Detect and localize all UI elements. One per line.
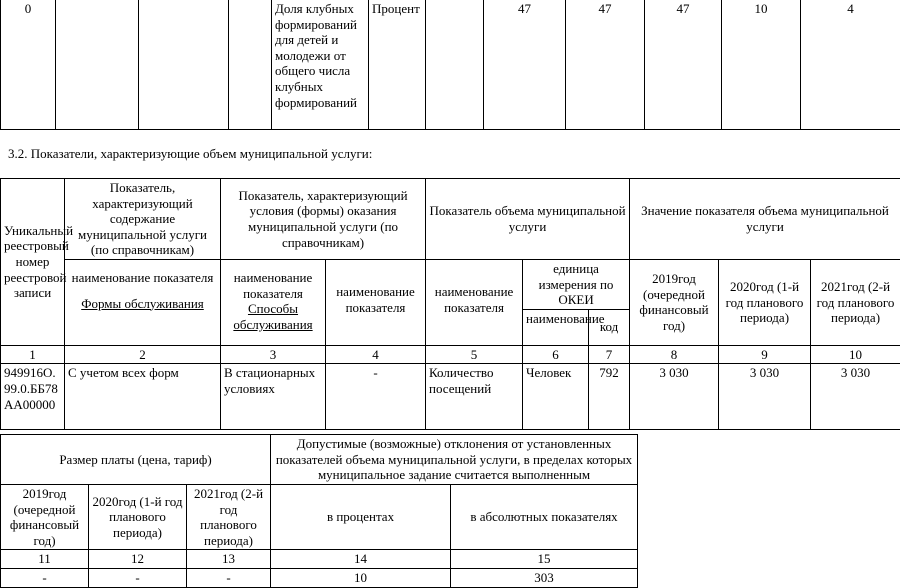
volume-name-cell: Количество посещений [426, 364, 523, 430]
header-forms-label: Формы обслуживания [68, 296, 217, 312]
value-2020-cell: 3 030 [719, 364, 811, 430]
column-number: 3 [221, 345, 326, 364]
value-2019-cell: 3 030 [630, 364, 719, 430]
header-fee-2019: 2019год (очередной финансовый год) [1, 485, 89, 550]
value-cell: 47 [645, 0, 722, 130]
content-cell: С учетом всех форм [65, 364, 221, 430]
column-number: 11 [1, 550, 89, 569]
header-fee: Размер платы (цена, тариф) [1, 435, 271, 485]
header-unit-code: код [589, 309, 630, 345]
table-row [1, 364, 900, 430]
section-caption: 3.2. Показатели, характеризующие объем муниципальной услуги: [8, 146, 372, 162]
header-unit-name: наименование [523, 309, 589, 345]
column-number: 5 [426, 345, 523, 364]
header-conditions-indicator: Показатель, характеризующий условия (формы) оказания муниципальной услуги (по справочникам) [221, 179, 426, 260]
header-content-indicator: Показатель, характеризующий содержание муниципальной услуги (по справочникам) [65, 179, 221, 260]
header-name-label: наименование показателя [224, 270, 322, 301]
value-cell: 10 [722, 0, 801, 130]
header-fee-2020: 2020год (1-й год планового периода) [89, 485, 187, 550]
column-number-row [1, 550, 638, 569]
empty-cell [426, 0, 484, 130]
indicator-name-cell: Доля клубных формирований для детей и молодежи от общего числа клубных формирований [272, 0, 369, 130]
empty-cell [229, 0, 272, 130]
column-number: 13 [187, 550, 271, 569]
empty-cell [139, 0, 229, 130]
header-volume-value: Значение показателя объема муниципальной услуги [630, 179, 900, 260]
column-number: 12 [89, 550, 187, 569]
value-cell: 4 [801, 0, 900, 130]
column-number: 15 [451, 550, 638, 569]
row-number-cell: 0 [1, 0, 56, 130]
conditions-cell-2: - [326, 364, 426, 430]
header-content-name [65, 259, 221, 345]
fee-2020-cell: - [89, 568, 187, 587]
header-name-label: наименование показателя [68, 270, 217, 286]
value-2021-cell: 3 030 [811, 364, 900, 430]
percent-cell: 10 [271, 568, 451, 587]
header-row [1, 435, 638, 485]
conditions-cell: В стационарных условиях [221, 364, 326, 430]
header-fee-2021: 2021год (2-й год планового периода) [187, 485, 271, 550]
table-row [1, 0, 900, 130]
header-row [1, 485, 638, 550]
header-absolute: в абсолютных показателях [451, 485, 638, 550]
unit-name-cell: Человек [523, 364, 589, 430]
header-row [1, 179, 900, 260]
header-2021: 2021год (2-й год планового периода) [811, 259, 900, 345]
header-conditions-name-2: наименование показателя [326, 259, 426, 345]
header-2019: 2019год (очередной финансовый год) [630, 259, 719, 345]
header-2020: 2020год (1-й год планового периода) [719, 259, 811, 345]
absolute-cell: 303 [451, 568, 638, 587]
value-cell: 47 [484, 0, 566, 130]
column-number: 9 [719, 345, 811, 364]
column-number: 8 [630, 345, 719, 364]
table-row [1, 568, 638, 587]
fee-2021-cell: - [187, 568, 271, 587]
header-volume-indicator: Показатель объема муниципальной услуги [426, 179, 630, 260]
column-number: 14 [271, 550, 451, 569]
column-number: 10 [811, 345, 900, 364]
column-number: 6 [523, 345, 589, 364]
header-conditions-name [221, 259, 326, 345]
header-row [1, 259, 900, 309]
volume-indicator-table [0, 178, 900, 430]
unit-cell: Процент [369, 0, 426, 130]
column-number: 1 [1, 345, 65, 364]
header-unit: единица измерения по ОКЕИ [523, 259, 630, 309]
quality-indicator-table-tail [0, 0, 900, 130]
column-number: 7 [589, 345, 630, 364]
unique-number-cell: 949916О.99.0.ББ78АА00000 [1, 364, 65, 430]
column-number: 2 [65, 345, 221, 364]
header-volume-name: наименование показателя [426, 259, 523, 345]
column-number-row [1, 345, 900, 364]
column-number: 4 [326, 345, 426, 364]
header-percent: в процентах [271, 485, 451, 550]
value-cell: 47 [566, 0, 645, 130]
empty-cell [56, 0, 139, 130]
header-unique-number: Уникальный реестровый номер реестровой записи [1, 179, 65, 346]
header-methods-label: Способы обслуживания [224, 301, 322, 332]
unit-code-cell: 792 [589, 364, 630, 430]
header-deviation: Допустимые (возможные) отклонения от установленных показателей объема муниципальной услуги, в пределах которых муниципальное задание считается выполненным [271, 435, 638, 485]
fee-2019-cell: - [1, 568, 89, 587]
fee-and-deviation-table [0, 434, 638, 588]
